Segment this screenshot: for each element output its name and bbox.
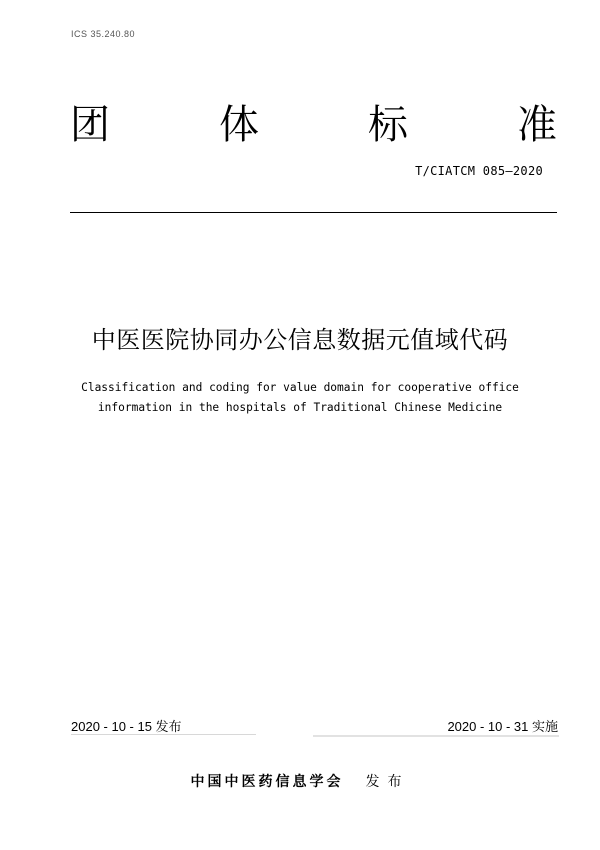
standard-type-char: 标	[368, 102, 408, 148]
implementation-date: 2020 - 10 - 31 实施	[447, 719, 558, 734]
standard-type-char: 准	[517, 102, 557, 148]
standard-type-char: 体	[219, 102, 259, 148]
document-title-chinese: 中医医院协同办公信息数据元值域代码	[91, 326, 509, 354]
english-title-line: information in the hospitals of Traditional Chinese Medicine	[97, 401, 503, 414]
publisher-verb: 发布	[365, 774, 410, 790]
ics-code: ICS 35.240.80	[71, 29, 136, 39]
standard-type-heading	[70, 100, 557, 150]
issue-date: 2020 - 10 - 15 发布	[71, 719, 182, 734]
standard-code: T/CIATCM 085—2020	[415, 164, 543, 178]
publisher-line	[0, 771, 600, 791]
footer-divider-left	[71, 734, 256, 735]
publisher-organization: 中国中医药信息学会	[190, 774, 344, 790]
footer-divider-right	[313, 735, 559, 737]
standard-type-char: 团	[70, 102, 110, 148]
english-title-line: Classification and coding for value domain for cooperative office	[81, 381, 519, 394]
header-divider	[70, 212, 557, 213]
document-title-english	[0, 378, 600, 418]
